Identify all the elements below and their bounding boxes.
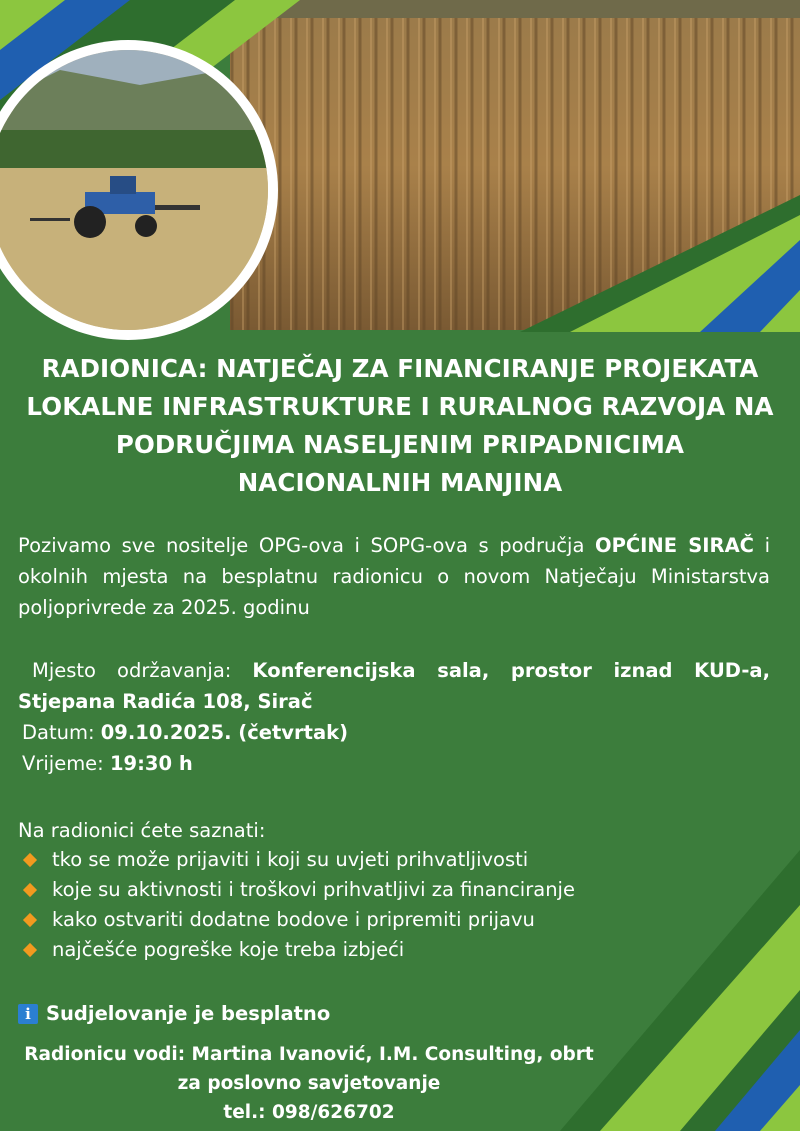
title-line: RADIONICA: NATJEČAJ ZA FINANCIRANJE PROJEKATA	[41, 354, 759, 383]
diamond-bullet-icon	[23, 913, 37, 927]
title-line: NACIONALNIH MANJINA	[237, 468, 563, 497]
workshop-title	[14, 350, 786, 502]
free-participation	[18, 998, 330, 1029]
info-icon: i	[18, 1004, 38, 1024]
diamond-bullet-icon	[23, 943, 37, 957]
date-label: Datum:	[22, 721, 101, 744]
list-item-text: tko se može prijaviti i koji su uvjeti prihvatljivosti	[52, 848, 529, 871]
venue-value: Konferencijska sala, prostor iznad KUD-a, Stjepana Radića 108, Sirač	[18, 659, 770, 713]
venue-info	[18, 655, 770, 717]
list-item-text: najčešće pogreške koje treba izbjeći	[52, 938, 405, 961]
date-info	[22, 717, 348, 748]
title-line: PODRUČJIMA NASELJENIM PRIPADNICIMA	[115, 430, 685, 459]
list-item-text: kako ostvariti dodatne bodove i pripremiti prijavu	[52, 908, 535, 931]
time-label: Vrijeme:	[22, 752, 110, 775]
learn-heading: Na radionici ćete saznati:	[18, 819, 266, 842]
organizer-info	[0, 1040, 618, 1127]
municipality-name: OPĆINE SIRAČ	[595, 534, 754, 557]
intro-text: Pozivamo sve nositelje OPG-ova i SOPG-ova s područja	[18, 534, 595, 557]
intro-paragraph	[18, 530, 770, 623]
organizer-line: Radionicu vodi: Martina Ivanović, I.M. Consulting, obrt	[24, 1044, 594, 1065]
title-line: LOKALNE INFRASTRUKTURE I RURALNOG RAZVOJA NA	[26, 392, 774, 421]
date-value: 09.10.2025. (četvrtak)	[100, 721, 348, 744]
list-item-text: koje su aktivnosti i troškovi prihvatljivi za financiranje	[52, 878, 575, 901]
time-value: 19:30 h	[109, 752, 193, 775]
diamond-bullet-icon	[23, 883, 37, 897]
intro-text-rest: i okolnih mjesta na besplatnu radionicu o novom Natječaju Ministarstva poljoprivrede za 2025. godinu	[18, 534, 770, 619]
free-participation-text: Sudjelovanje je besplatno	[46, 1002, 331, 1025]
learn-list	[22, 845, 575, 965]
list-item	[22, 905, 575, 935]
list-item	[22, 845, 575, 875]
time-info	[22, 748, 193, 779]
list-item	[22, 935, 575, 965]
list-item	[22, 875, 575, 905]
venue-label: Mjesto održavanja:	[32, 659, 253, 682]
diamond-bullet-icon	[23, 853, 37, 867]
phone-number: tel.: 098/626702	[223, 1102, 395, 1123]
organizer-line: za poslovno savjetovanje	[177, 1073, 441, 1094]
